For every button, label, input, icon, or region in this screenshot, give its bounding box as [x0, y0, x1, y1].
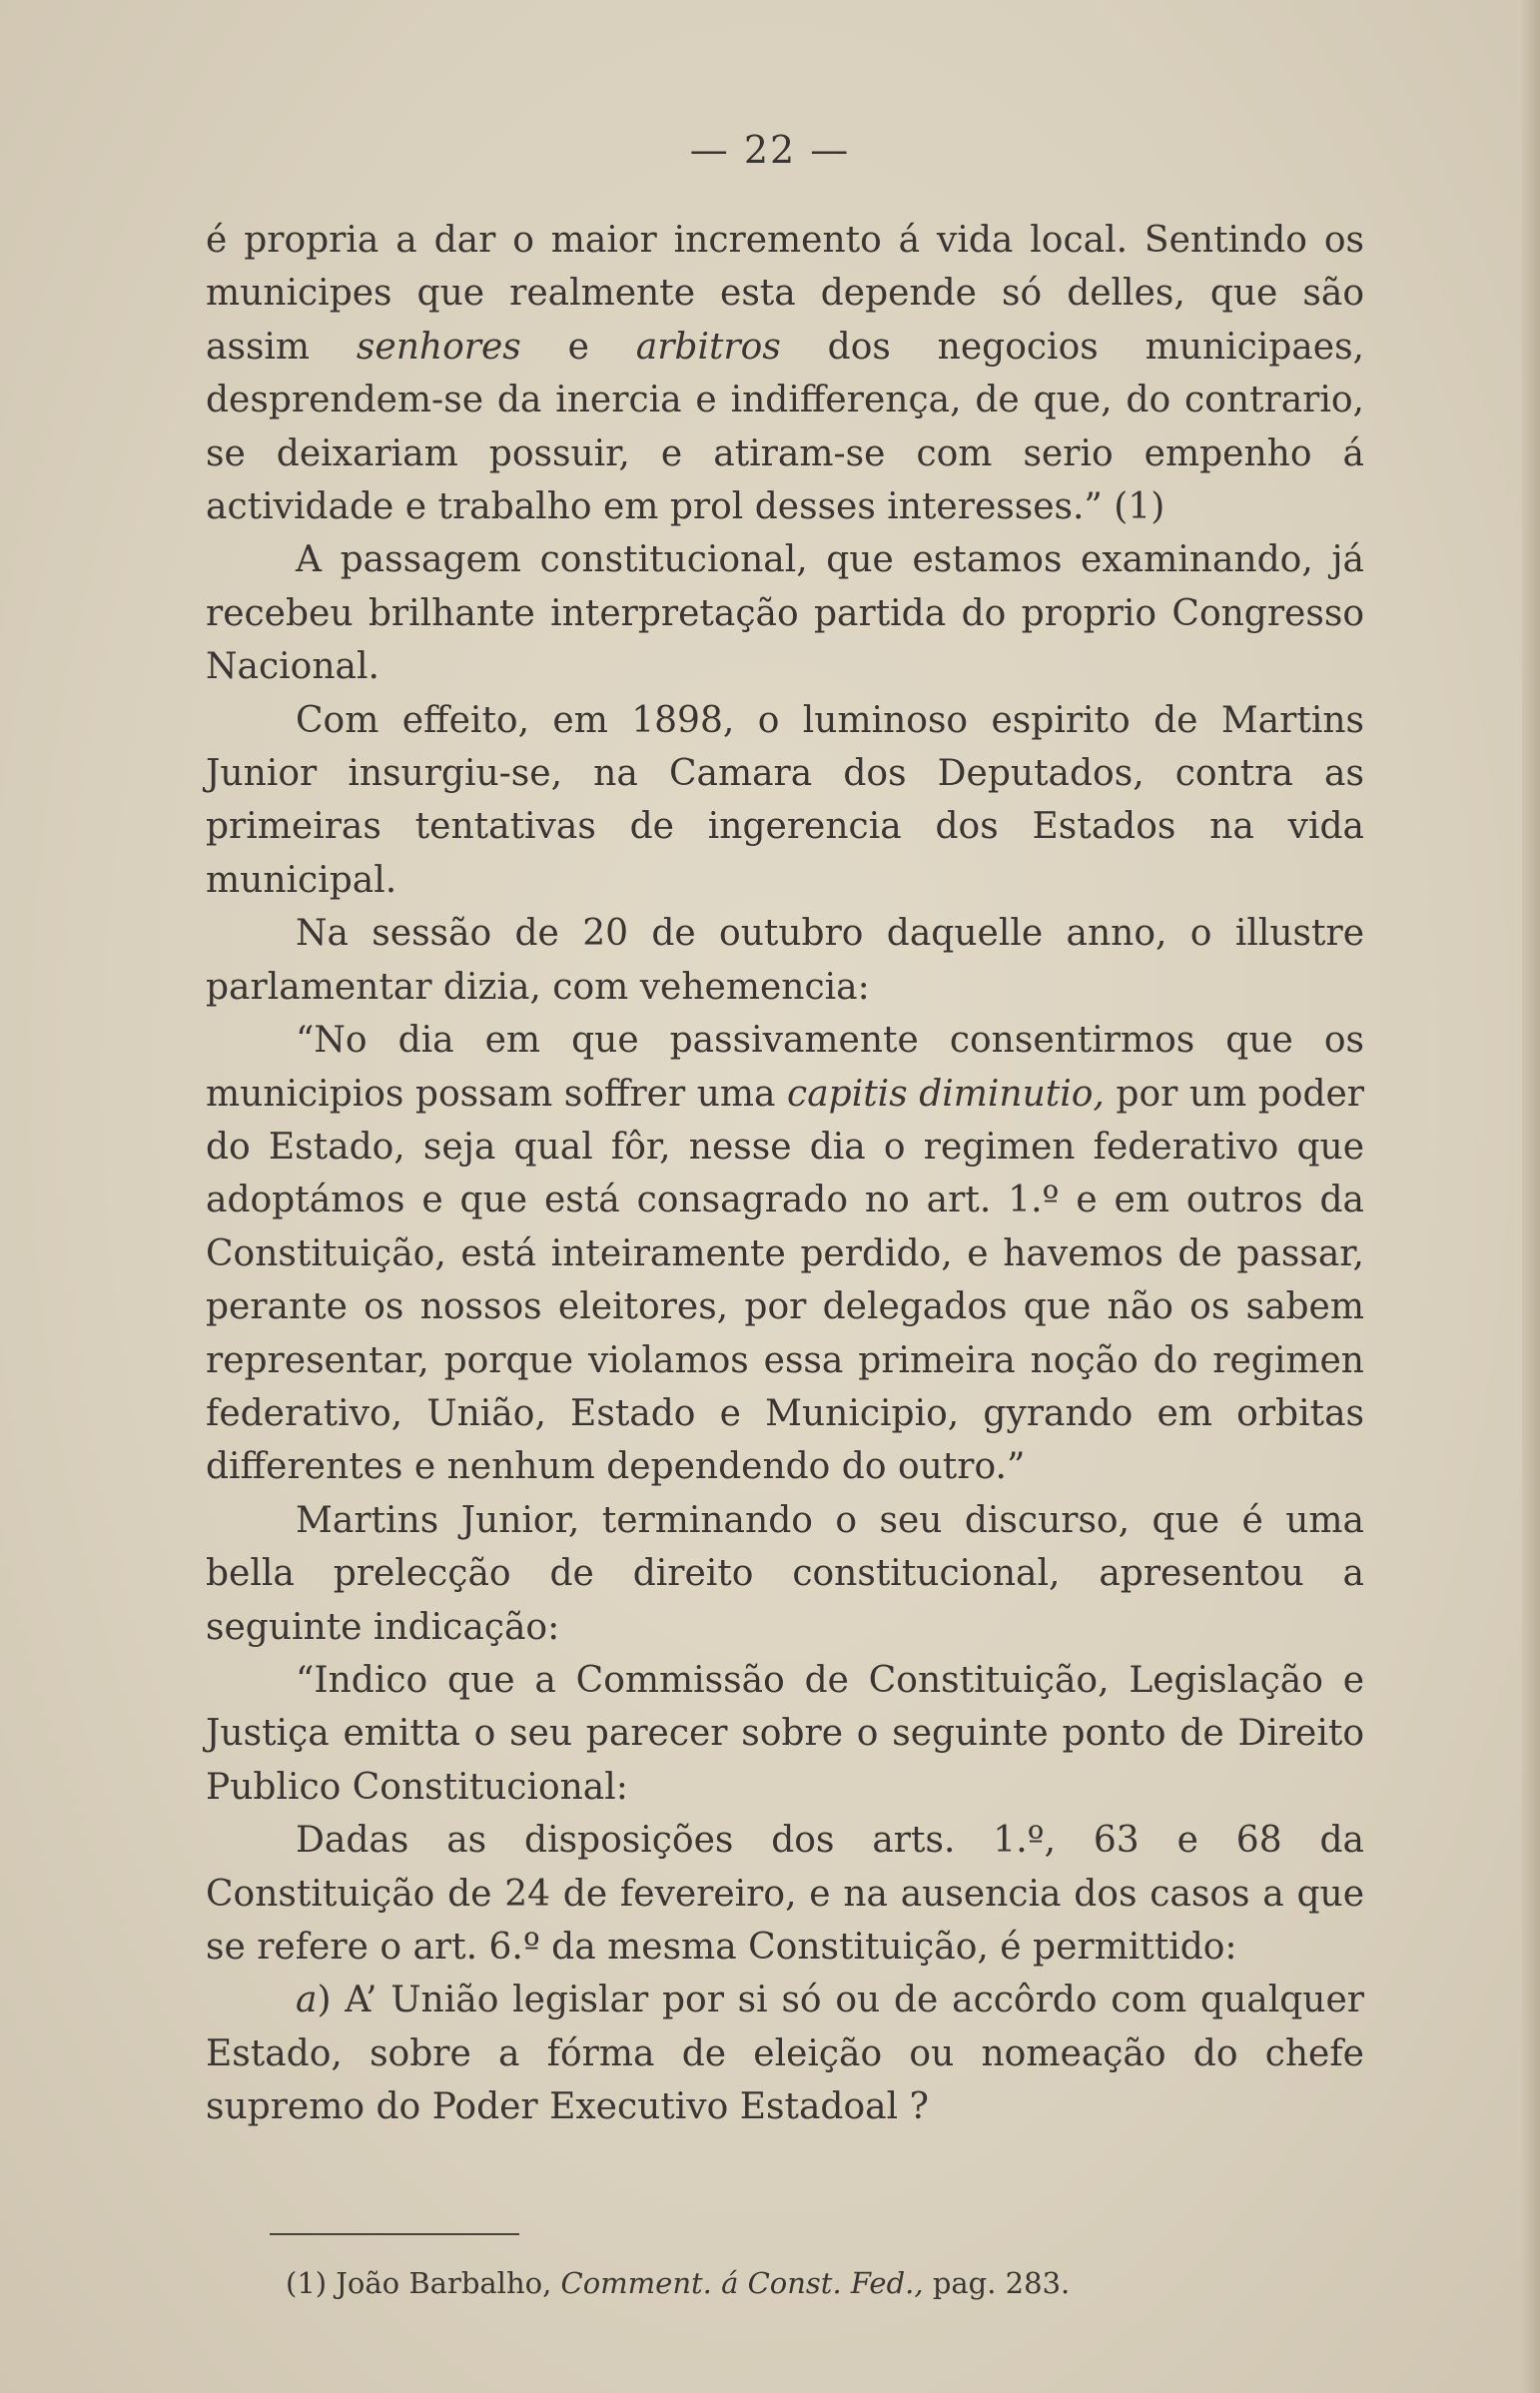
paragraph	[206, 907, 1364, 1014]
footnote-rule	[270, 2233, 519, 2235]
italic-text: capitis diminutio,	[787, 1073, 1105, 1115]
text-run: e	[520, 326, 636, 368]
paragraph	[206, 214, 1364, 533]
italic-text: arbitros	[635, 326, 781, 368]
paragraph	[206, 1494, 1364, 1654]
text-run: “No dia em que passivamente consentirmos que os municipios possam soffrer uma	[206, 1020, 1364, 1115]
italic-text: Comment. á Const. Fed.,	[560, 2266, 924, 2300]
text-run: Na sessão de 20 de outubro daquelle anno, o illustre parlamentar dizia, com vehemencia:	[206, 913, 1364, 1008]
body-text	[206, 214, 1364, 2134]
page-edge	[1522, 0, 1540, 2393]
text-run: dos negocios municipaes, desprendem-se da inercia e indifferença, de que, do contrario, se deixariam possuir, e atiram-se com serio empenho á actividade e trabalho em prol desses interesses.” (1)	[206, 326, 1364, 528]
paragraph	[206, 694, 1364, 908]
page-number: — 22 —	[689, 128, 851, 172]
paragraph	[206, 1974, 1364, 2133]
footnote	[286, 2263, 1070, 2303]
paragraph	[206, 533, 1364, 693]
text-run: A passagem constitucional, que estamos examinando, já recebeu brilhante interpretação partida do proprio Congresso Nacional.	[206, 539, 1364, 688]
paragraph	[206, 1814, 1364, 1974]
text-run: (1) João Barbalho,	[286, 2266, 561, 2300]
text-run: ) A’ União legislar por si só ou de accôrdo com qualquer Estado, sobre a fórma de eleição ou nomeação do chefe supremo do Poder Executivo Estadoal ?	[206, 1980, 1364, 2128]
text-run: Com effeito, em 1898, o luminoso espirito de Martins Junior insurgiu-se, na Camara dos Deputados, contra as primeiras tentativas de ingerencia dos Estados na vida municipal.	[206, 699, 1364, 901]
text-run: por um poder do Estado, seja qual fôr, nesse dia o regimen federativo que adoptámos e que está consagrado no art. 1.º e em outros da Constituição, está inteiramente perdido, e havemos de passar, perante os nossos eleitores, por delegados que não os sabem representar, porque violamos essa primeira noção do regimen federativo, União, Estado e Municipio, gyrando em orbitas differentes e nenhum dependendo do outro.”	[206, 1073, 1365, 1488]
text-run: Martins Junior, terminando o seu discurso, que é uma bella prelecção de direito constitucional, apresentou a seguinte indicação:	[206, 1499, 1364, 1648]
italic-text: senhores	[356, 326, 521, 368]
text-run: é propria a dar o maior incremento á vida local. Sentindo os municipes que realmente esta depende só delles, que são assim	[206, 220, 1364, 368]
paragraph	[206, 1654, 1364, 1814]
paragraph	[206, 1014, 1364, 1494]
text-run: “Indico que a Commissão de Constituição, Legislação e Justiça emitta o seu parecer sobre o seguinte ponto de Direito Publico Constitucional:	[206, 1659, 1364, 1808]
text-run: pag. 283.	[923, 2266, 1071, 2300]
italic-text: a	[296, 1980, 318, 2021]
text-run: Dadas as disposições dos arts. 1.º, 63 e 68 da Constituição de 24 de fevereiro, e na ausencia dos casos a que se refere o art. 6.º da mesma Constituição, é permittido:	[206, 1820, 1364, 1968]
